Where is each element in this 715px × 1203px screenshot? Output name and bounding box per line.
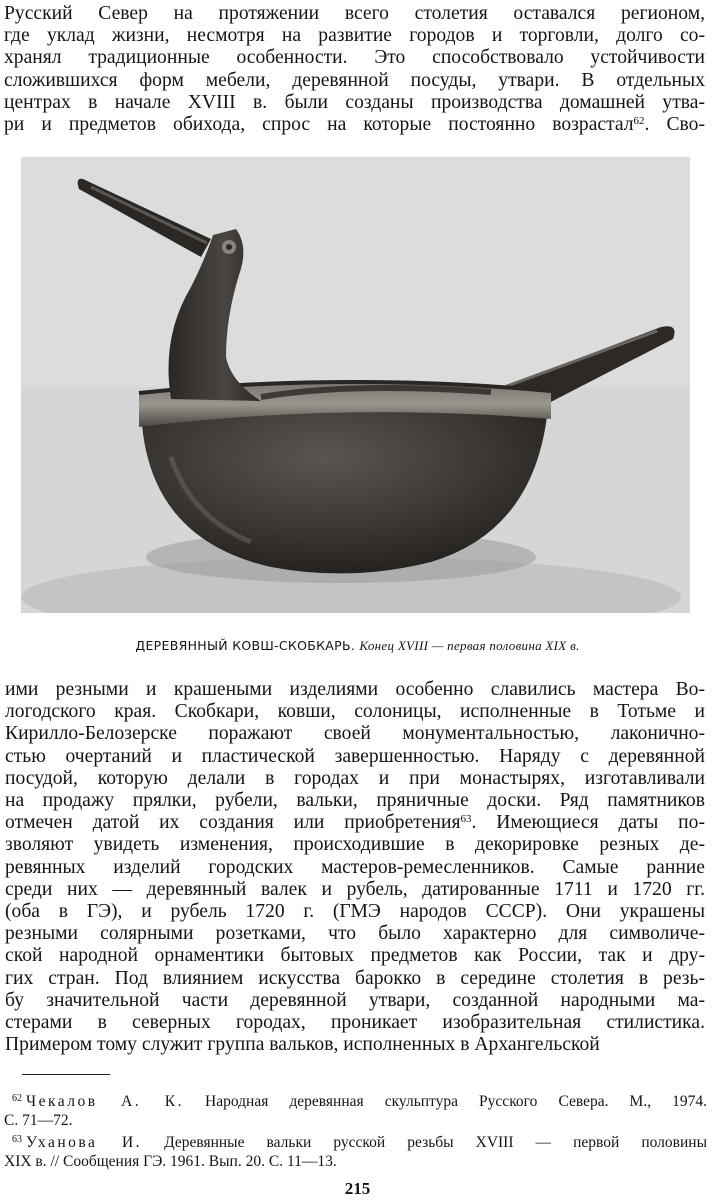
footnote-author: Чекалов А. К. <box>26 1093 184 1110</box>
text-line: Русский Север на протяжении всего столетия оставался регионом, <box>4 3 705 24</box>
figure-caption <box>0 638 715 654</box>
text-line <box>4 114 705 136</box>
footnote-62 <box>0 1089 715 1130</box>
footnote-text: Деревянные вальки русской резьбы XVIII — первой половины <box>164 1134 707 1151</box>
footnote-divider <box>22 1074 110 1075</box>
text-line: зволяют увидеть изменения, происходившие в декорировке резных де- <box>5 834 705 856</box>
text-line <box>5 812 705 834</box>
footnote-number: 63 <box>12 1134 22 1145</box>
text-line: резными солярными розетками, что было характерно для символиче- <box>5 923 705 945</box>
ladle-photo <box>21 157 690 613</box>
caption-title: ДЕРЕВЯННЫЙ КОВШ-СКОБКАРЬ. <box>135 638 356 653</box>
footnote-ref-63[interactable]: 63 <box>460 813 472 826</box>
text-line: среди них — деревянный валек и рубель, датированные 1711 и 1720 гг. <box>5 878 705 900</box>
text-fragment: . Имеющиеся даты по- <box>471 812 705 834</box>
caption-date: Конец XVIII — первая половина XIX в. <box>359 638 580 653</box>
footnote-63 <box>0 1130 715 1171</box>
page-number: 215 <box>344 1179 371 1198</box>
text-line: Кирилло-Белозерске поражают своей монументальностью, лаконично- <box>5 723 705 745</box>
text-line: (оба в ГЭ), и рубель 1720 г. (ГМЭ народов СССР). Они украшены <box>5 901 705 923</box>
text-line: бу значительной части деревянной утвари, созданной народными ма- <box>5 989 705 1011</box>
text-line: где уклад жизни, несмотря на развитие городов и торговли, долго со- <box>4 25 705 47</box>
text-line: логодского края. Скобкари, ковши, солоницы, исполненные в Тотьме и <box>5 701 705 723</box>
text-line: ской народной орнаментики бытовых предметов как России, так и дру- <box>5 945 705 967</box>
text-fragment: ри и предметов обихода, спрос на которые постоянно возрастал <box>4 114 634 136</box>
footnote-ref-62[interactable]: 62 <box>633 115 645 128</box>
text-fragment: отмечен датой их создания или приобретения <box>5 812 461 834</box>
paragraph-main <box>0 679 715 1056</box>
text-line: стерами в северных городах, проникает изобразительная стилистика. <box>5 1012 705 1034</box>
text-line: хранял традиционные особенности. Это способствовало устойчивости <box>4 47 705 69</box>
footnote-line <box>12 1089 707 1111</box>
text-line: на продажу прялки, рубели, вальки, пряничные доски. Ряд памятников <box>5 790 705 812</box>
text-line: ревянных изделий городских мастеров-ремесленников. Самые ранние <box>5 856 705 878</box>
text-line: ими резными и крашеными изделиями особенно славились мастера Во- <box>5 679 705 700</box>
footnote-line: С. 71—72. <box>4 1112 73 1129</box>
text-line: посудой, которую делали в городах и при монастырях, изготавливали <box>5 767 705 789</box>
footnote-text: Народная деревянная скульптура Русского Севера. М., 1974. <box>205 1093 707 1110</box>
text-line: стью очертаний и пластической завершенностью. Наряду с деревянной <box>5 745 705 767</box>
text-line: сложившихся форм мебели, деревянной посуды, утвари. В отдельных <box>4 69 705 91</box>
footnote-line: XIX в. // Сообщения ГЭ. 1961. Вып. 20. С. 11—13. <box>4 1153 337 1170</box>
text-fragment: . Сво- <box>644 114 705 136</box>
text-line: центрах в начале XVIII в. были созданы производства домашней утва- <box>4 91 705 113</box>
text-line: Примером тому служит группа вальков, исполненных в Архангельской <box>5 1034 600 1056</box>
paragraph-intro <box>0 3 715 136</box>
footnote-author: Уханова И. <box>26 1134 143 1151</box>
footnote-line <box>12 1130 707 1152</box>
text-line: гих стран. Под влиянием искусства барокко в середине столетия в резь- <box>5 967 705 989</box>
footnotes <box>0 1089 715 1171</box>
footnote-number: 62 <box>12 1093 22 1104</box>
